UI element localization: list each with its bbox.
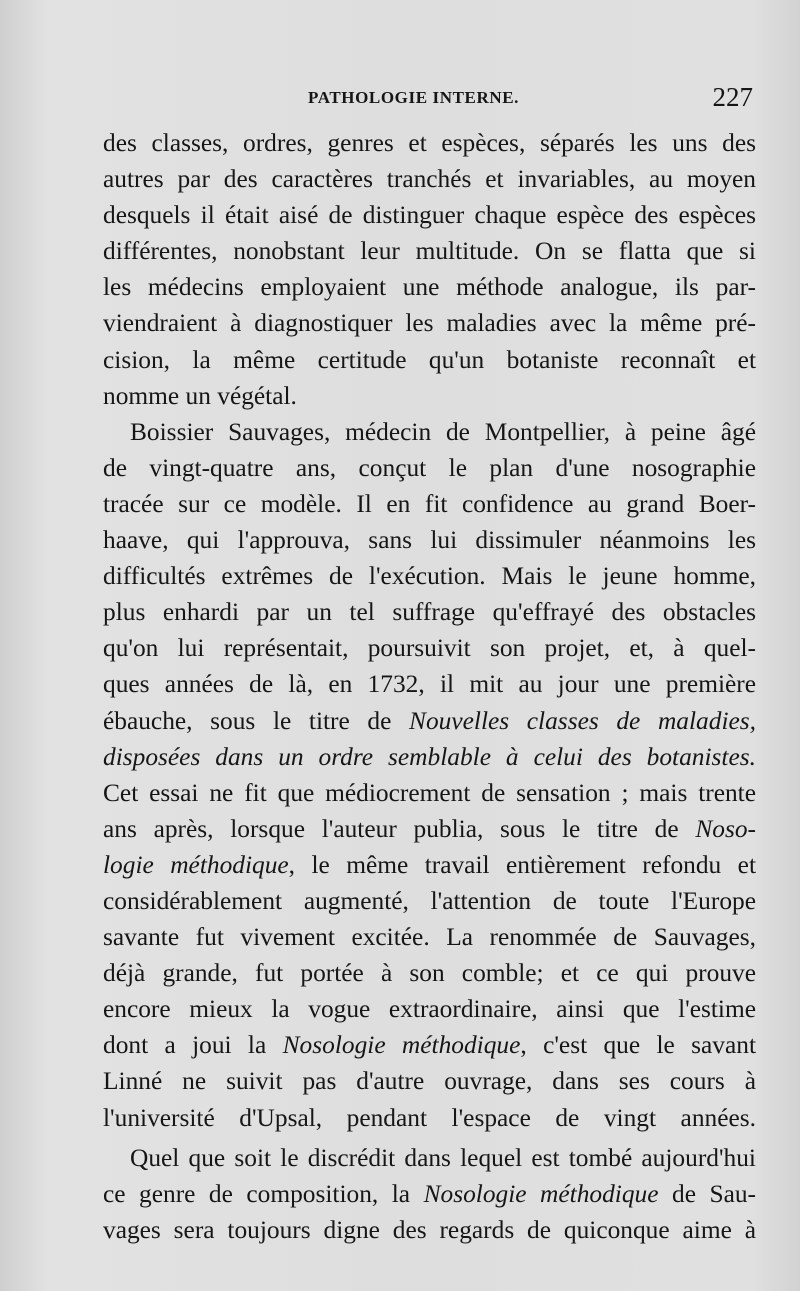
text-line (103, 703, 756, 739)
text-line: cision, la même certitude qu'un botaniste reconnaît et (103, 345, 756, 374)
text-line: haave, qui l'approuva, sans lui dissimuler néanmoins les (103, 526, 756, 555)
text-line: desquels il était aisé de distinguer chaque espèce des espèces (103, 201, 756, 230)
text-line: déjà grande, fut portée à son comble; et ce qui prouve (103, 959, 756, 988)
text-run: , le même travail entièrement refondu et (288, 850, 756, 879)
text-line: Cet essai ne fit que médiocrement de sensation ; mais trente (103, 778, 756, 807)
page-body (103, 125, 756, 1248)
text-line: différentes, nonobstant leur multitude. On se flatta que si (103, 237, 756, 266)
text-run: ce genre de composition, la (103, 1179, 424, 1208)
text-line: ques années de là, en 1732, il mit au jour une première (103, 670, 756, 699)
paragraph-3 (103, 1140, 756, 1248)
text-line (103, 811, 756, 847)
text-run: dont a joui la (103, 1031, 283, 1060)
italic-title: disposées dans un ordre semblable à celui des botanistes. (103, 742, 756, 771)
text-line (103, 1176, 756, 1212)
paragraph-1 (103, 125, 756, 414)
text-line: nomme un végétal. (103, 381, 297, 410)
text-line: Quel que soit le discrédit dans lequel est tombé aujourd'hui (130, 1143, 756, 1172)
running-head: PATHOLOGIE INTERNE. (308, 88, 520, 107)
text-run: , c'est que le savant (520, 1031, 756, 1060)
text-line: viendraient à diagnostiquer les maladies avec la même pré- (103, 309, 756, 338)
text-line: les médecins employaient une méthode analogue, ils par- (103, 273, 756, 302)
text-line: des classes, ordres, genres et espèces, séparés les uns des (103, 129, 756, 157)
text-line: qu'on lui représentait, poursuivit son projet, et, à quel- (103, 634, 756, 663)
italic-title: Nouvelles classes de maladies, (409, 706, 756, 735)
page-header (0, 82, 800, 116)
text-line: plus enhardi par un tel suffrage qu'effrayé des obstacles (103, 598, 756, 627)
text-line: Boissier Sauvages, médecin de Montpellier, à peine âgé (130, 417, 756, 446)
italic-title: Nosologie méthodique (282, 1031, 521, 1060)
text-line: savante fut vivement excitée. La renommée de Sauvages, (103, 923, 756, 952)
text-run: ébauche, sous le titre de (103, 706, 410, 735)
text-run: de Sau- (658, 1179, 756, 1208)
text-line: tracée sur ce modèle. Il en fit confidence au grand Boer- (103, 489, 756, 518)
italic-title: logie méthodique (103, 850, 289, 879)
text-line: encore mieux la vogue extraordinaire, ainsi que l'estime (103, 995, 756, 1024)
text-line: difficultés extrêmes de l'exécution. Mais le jeune homme, (103, 562, 756, 591)
text-line: Linné ne suivit pas d'autre ouvrage, dans ses cours à (103, 1067, 756, 1096)
paragraph-2 (103, 414, 756, 1136)
text-line: vages sera toujours digne des regards de quiconque aime à (103, 1215, 756, 1244)
text-run: ans après, lorsque l'auteur publia, sous le titre de (103, 814, 696, 843)
text-line (103, 847, 756, 883)
page-number: 227 (712, 82, 753, 112)
text-line: considérablement augmenté, l'attention de toute l'Europe (103, 886, 756, 915)
italic-title: Nosologie méthodique (423, 1179, 659, 1208)
italic-title: Noso- (695, 814, 756, 843)
text-line (103, 739, 756, 775)
text-line: autres par des caractères tranchés et invariables, au moyen (103, 165, 756, 194)
text-line: l'université d'Upsal, pendant l'espace de vingt années. (103, 1103, 756, 1132)
text-line (103, 1027, 756, 1063)
text-line: de vingt-quatre ans, conçut le plan d'une nosographie (103, 453, 756, 482)
